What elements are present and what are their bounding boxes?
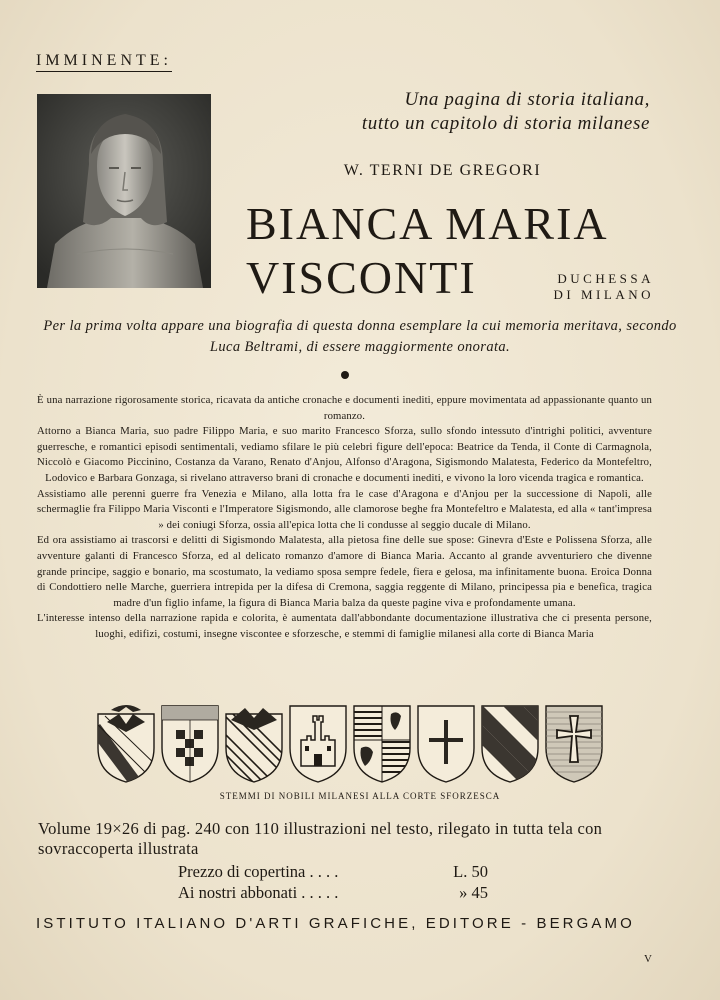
body-paragraph: L'interesse intenso della narrazione rapida e colorita, è aumentata dall'abbondante documentazione illustrativa che ci presenta persone, luoghi, edifizi, costumi, insegne viscontee e sforzesche, e stemmi di famiglie milanesi alla corte di Bianca Maria (37, 612, 652, 640)
volume-description: Volume 19×26 di pag. 240 con 110 illustrazioni nel testo, rilegato in tutta tela con sovraccoperta illustrata (38, 819, 603, 858)
author-name: W. TERNI DE GREGORI (343, 162, 542, 179)
coat-of-arms-cross (415, 702, 477, 784)
coat-of-arms-cross-patonce (543, 702, 605, 784)
price-value: L. 50 (453, 862, 488, 881)
price-row-cover (178, 862, 488, 884)
book-title-line-1: BIANCA MARIA (246, 198, 609, 249)
price-label: Prezzo di copertina . . . . (178, 862, 339, 881)
coats-of-arms-row (95, 702, 605, 784)
book-title-line-2: VISCONTI (246, 252, 477, 303)
intro-text: Per la prima volta appare una biografia di questa donna esemplare la cui memoria meritava, secondo Luca Beltrami, di essere maggiormente onorata. (43, 318, 677, 355)
body-text (37, 393, 652, 643)
subtitle-line-2: DI MILANO (553, 287, 654, 302)
body-paragraph: È una narrazione rigorosamente storica, ricavata da antiche cronache e documenti inediti, eppure movimentata ad appassionante quanto un romanzo. (37, 394, 652, 422)
coat-of-arms-checkered (159, 702, 221, 784)
headline (250, 88, 650, 136)
body-paragraph: Assistiamo alle perenni guerre fra Venezia e Milano, alla lotta fra le case d'Aragona e d'Anjou per la successione di Napoli, alle schermaglie fra Filippo Maria Visconti e l'Imperatore Sigismondo, alle clamorose beghe fra Montefeltro e Malatesta, ed alla « tant'impresa » dei coniugi Sforza, ossia all'epica lotta che li condusse al seggio ducale di Milano. (37, 487, 652, 531)
headline-line-2: tutto un capitolo di storia milanese (361, 113, 650, 134)
headline-line-1: Una pagina di storia italiana, (404, 89, 650, 110)
coat-of-arms-eagle-stripes (223, 702, 285, 784)
subtitle-line-1: DUCHESSA (557, 271, 654, 286)
price-value: » 45 (459, 883, 488, 902)
bullet-divider (341, 371, 349, 379)
body-paragraph: Attorno a Bianca Maria, suo padre Filippo Maria, e suo marito Francesco Sforza, sullo sfondo intessuto d'intrighi politici, avventure guerresche, e romantici episodi sentimentali, vediamo sfilare le più celebri figure dell'epoca: Beatrice da Tenda, il Conte di Carmagnola, Niccolò e Giacomo Piccinino, Costanza da Varano, Renato d'Anjou, Alfonso d'Aragona, Sigismondo Malatesta, Federico da Montefeltro, Lodovico e Barbara Gonzaga, si rivelano attraverso brani di cronache e documenti inediti, e vivono la loro vicenda tragica e romantica. (37, 425, 652, 484)
book-subtitle (528, 271, 654, 303)
header-label: IMMINENTE: (36, 52, 172, 72)
body-paragraph: Ed ora assistiamo ai trascorsi e delitti di Sigismondo Malatesta, alla pietosa fine delle sue spose: Ginevra d'Este e Polissena Sforza, alle avventure galanti di Francesco Sforza, ed al delicato romanzo d'amore di Bianca Maria. Accanto al grande avventuriero che divenne grande principe, saggio e bonario, ma scostumato, la vediamo sposa sempre fedele, fiera e gelosa, ma infinitamente buona. Eroica Donna di Condottiero nelle Marche, guerriera intrepida per la difesa di Cremona, saggia reggente di Milano, principessa pia e benefica, tragica madre d'un figlio infame, la figura di Bianca Maria balza da queste pagine viva e profondamente umana. (37, 534, 652, 609)
shields-caption: STEMMI DI NOBILI MILANESI ALLA CORTE SFORZESCA (219, 791, 501, 801)
price-row-subscribers (178, 883, 488, 905)
publisher-line: ISTITUTO ITALIANO D'ARTI GRAFICHE, EDITORE - BERGAMO (36, 915, 635, 932)
price-label: Ai nostri abbonati . . . . . (178, 883, 339, 902)
coat-of-arms-castle (287, 702, 349, 784)
coat-of-arms-quartered (351, 702, 413, 784)
coat-of-arms-bendy (479, 702, 541, 784)
bust-image (37, 94, 211, 288)
bust-photo (37, 94, 211, 288)
coat-of-arms-eagle-bend (95, 702, 157, 784)
page-number: V (644, 953, 652, 965)
